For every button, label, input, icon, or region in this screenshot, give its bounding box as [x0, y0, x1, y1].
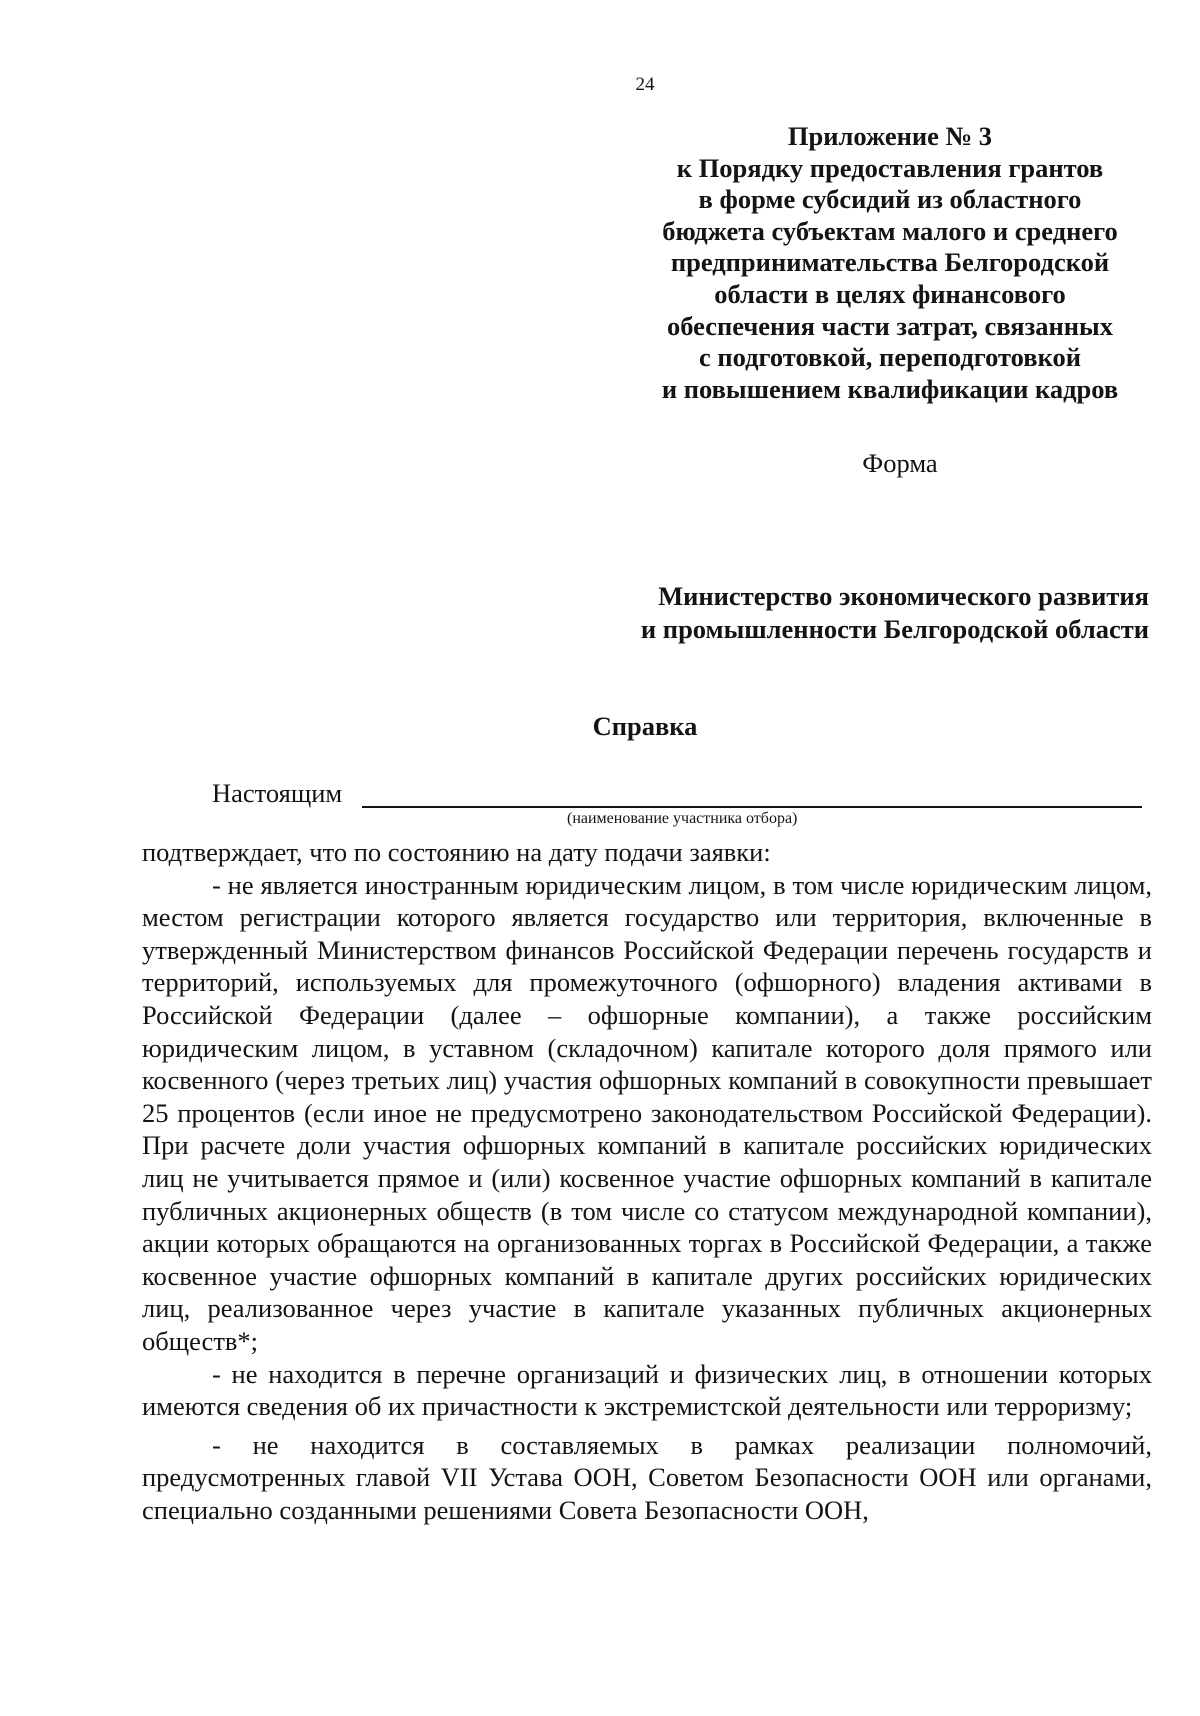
- recipient-line: и промышленности Белгородской области: [640, 614, 1149, 644]
- body-item-offshore: - не является иностранным юридическим лицом, в том числе юридическим лицом, местом регистрации которого является государство или территория, включенные в утвержденный Министерством финансов Российской Федерации перечень государств и территорий, используемых для промежуточного (офшорного) владения активами в Российской Федерации (далее – офшорные компании), а также российским юридическим лицом, в уставном (складочном) капитале которого доля прямого или косвенного (через третьих лиц) участия офшорных компаний в совокупности превышает 25 процентов (если иное не предусмотрено законодательством Российской Федерации). При расчете доли участия офшорных компаний в капитале российских юридических лиц не учитывается прямое и (или) косвенное участие офшорных компаний в капитале публичных акционерных обществ (в том числе со статусом международной компании), акции которых обращаются на организованных торгах в Российской Федерации, а также косвенное участие офшорных компаний в капитале других российских юридических лиц, реализованное через участие в капитале указанных публичных акционерных обществ*;: [142, 869, 1152, 1356]
- recipient-block: [641, 580, 1149, 646]
- participant-name-blank[interactable]: [362, 806, 1142, 808]
- appendix-line: Приложение № 3: [787, 121, 993, 151]
- body-item-extremism: - не находится в перечне организаций и физических лиц, в отношении которых имеются сведения об их причастности к экстремистской деятельности или терроризму;: [142, 1358, 1152, 1422]
- appendix-line: предпринимательства Белгородской: [670, 247, 1110, 278]
- appendix-line: обеспечения части затрат, связанных: [666, 310, 1113, 341]
- appendix-line: в форме субсидий из областного: [698, 184, 1082, 215]
- appendix-line: области в целях финансового: [714, 278, 1066, 309]
- body-text: [142, 836, 1152, 1526]
- appendix-line: к Порядку предоставления грантов: [676, 152, 1104, 183]
- hereby-word: Настоящим: [212, 778, 343, 808]
- appendix-header: [640, 121, 1140, 405]
- appendix-line: бюджета субъектам малого и среднего: [662, 215, 1118, 246]
- body-item-un-lists: - не находится в составляемых в рамках реализации полномочий, предусмотренных главой VII Устава ООН, Советом Безопасности ООН или органами, специально созданными решениями Совета Безопасности ООН,: [142, 1429, 1152, 1525]
- document-title: Справка: [592, 711, 698, 741]
- page-number: 24: [635, 74, 655, 95]
- appendix-line: и повышением квалификации кадров: [661, 373, 1119, 404]
- body-intro: подтверждает, что по состоянию на дату подачи заявки:: [142, 837, 771, 867]
- participant-caption: (наименование участника отбора): [567, 810, 798, 827]
- appendix-line: с подготовкой, переподготовкой: [698, 342, 1082, 373]
- recipient-line: Министерство экономического развития: [658, 581, 1149, 611]
- form-label: Форма: [862, 448, 938, 478]
